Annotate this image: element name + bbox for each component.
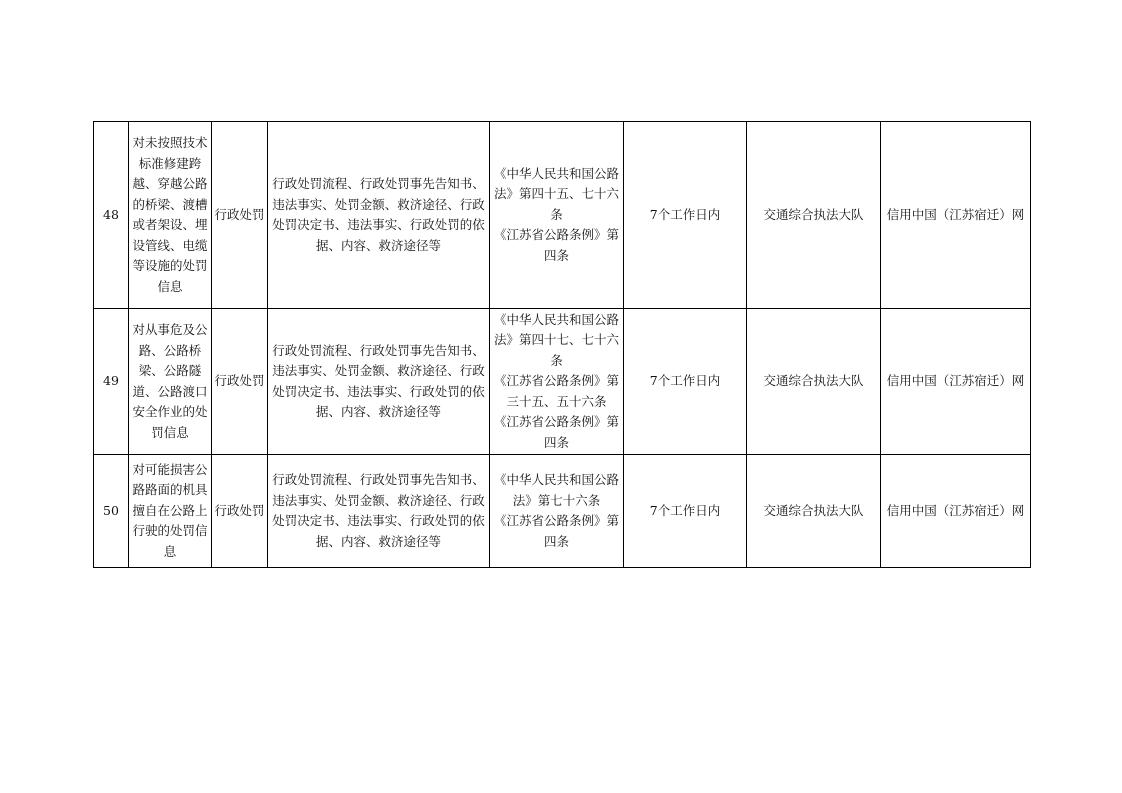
legal-basis: 《中华人民共和国公路法》第四十五、七十六条 《江苏省公路条例》第四条 [490,122,624,309]
row-number: 50 [94,455,129,568]
legal-basis: 《中华人民共和国公路法》第四十七、七十六条 《江苏省公路条例》第三十五、五十六条 《江苏省公路条例》第四条 [490,309,624,455]
category: 行政处罚 [212,455,268,568]
table-row [94,122,1031,309]
disclosing-subject: 交通综合执法大队 [747,309,881,455]
disclosure-content: 行政处罚流程、行政处罚事先告知书、违法事实、处罚金额、救济途径、行政处罚决定书、违法事实、行政处罚的依据、内容、救济途径等 [268,309,490,455]
time-limit: 7个工作日内 [624,122,747,309]
table-row [94,309,1031,455]
disclosure-content: 行政处罚流程、行政处罚事先告知书、违法事实、处罚金额、救济途径、行政处罚决定书、违法事实、行政处罚的依据、内容、救济途径等 [268,122,490,309]
legal-basis: 《中华人民共和国公路法》第七十六条 《江苏省公路条例》第四条 [490,455,624,568]
category: 行政处罚 [212,309,268,455]
disclosure-item: 对从事危及公路、公路桥梁、公路隧道、公路渡口安全作业的处罚信息 [129,309,212,455]
disclosing-subject: 交通综合执法大队 [747,455,881,568]
category: 行政处罚 [212,122,268,309]
row-number: 49 [94,309,129,455]
disclosure-channel: 信用中国（江苏宿迁）网 [881,455,1031,568]
time-limit: 7个工作日内 [624,455,747,568]
disclosure-table [93,121,1031,568]
disclosure-channel: 信用中国（江苏宿迁）网 [881,309,1031,455]
disclosure-channel: 信用中国（江苏宿迁）网 [881,122,1031,309]
disclosing-subject: 交通综合执法大队 [747,122,881,309]
row-number: 48 [94,122,129,309]
disclosure-content: 行政处罚流程、行政处罚事先告知书、违法事实、处罚金额、救济途径、行政处罚决定书、违法事实、行政处罚的依据、内容、救济途径等 [268,455,490,568]
disclosure-item: 对未按照技术标准修建跨越、穿越公路的桥梁、渡槽或者架设、埋设管线、电缆等设施的处罚信息 [129,122,212,309]
disclosure-item: 对可能损害公路路面的机具擅自在公路上行驶的处罚信息 [129,455,212,568]
time-limit: 7个工作日内 [624,309,747,455]
table-row [94,455,1031,568]
